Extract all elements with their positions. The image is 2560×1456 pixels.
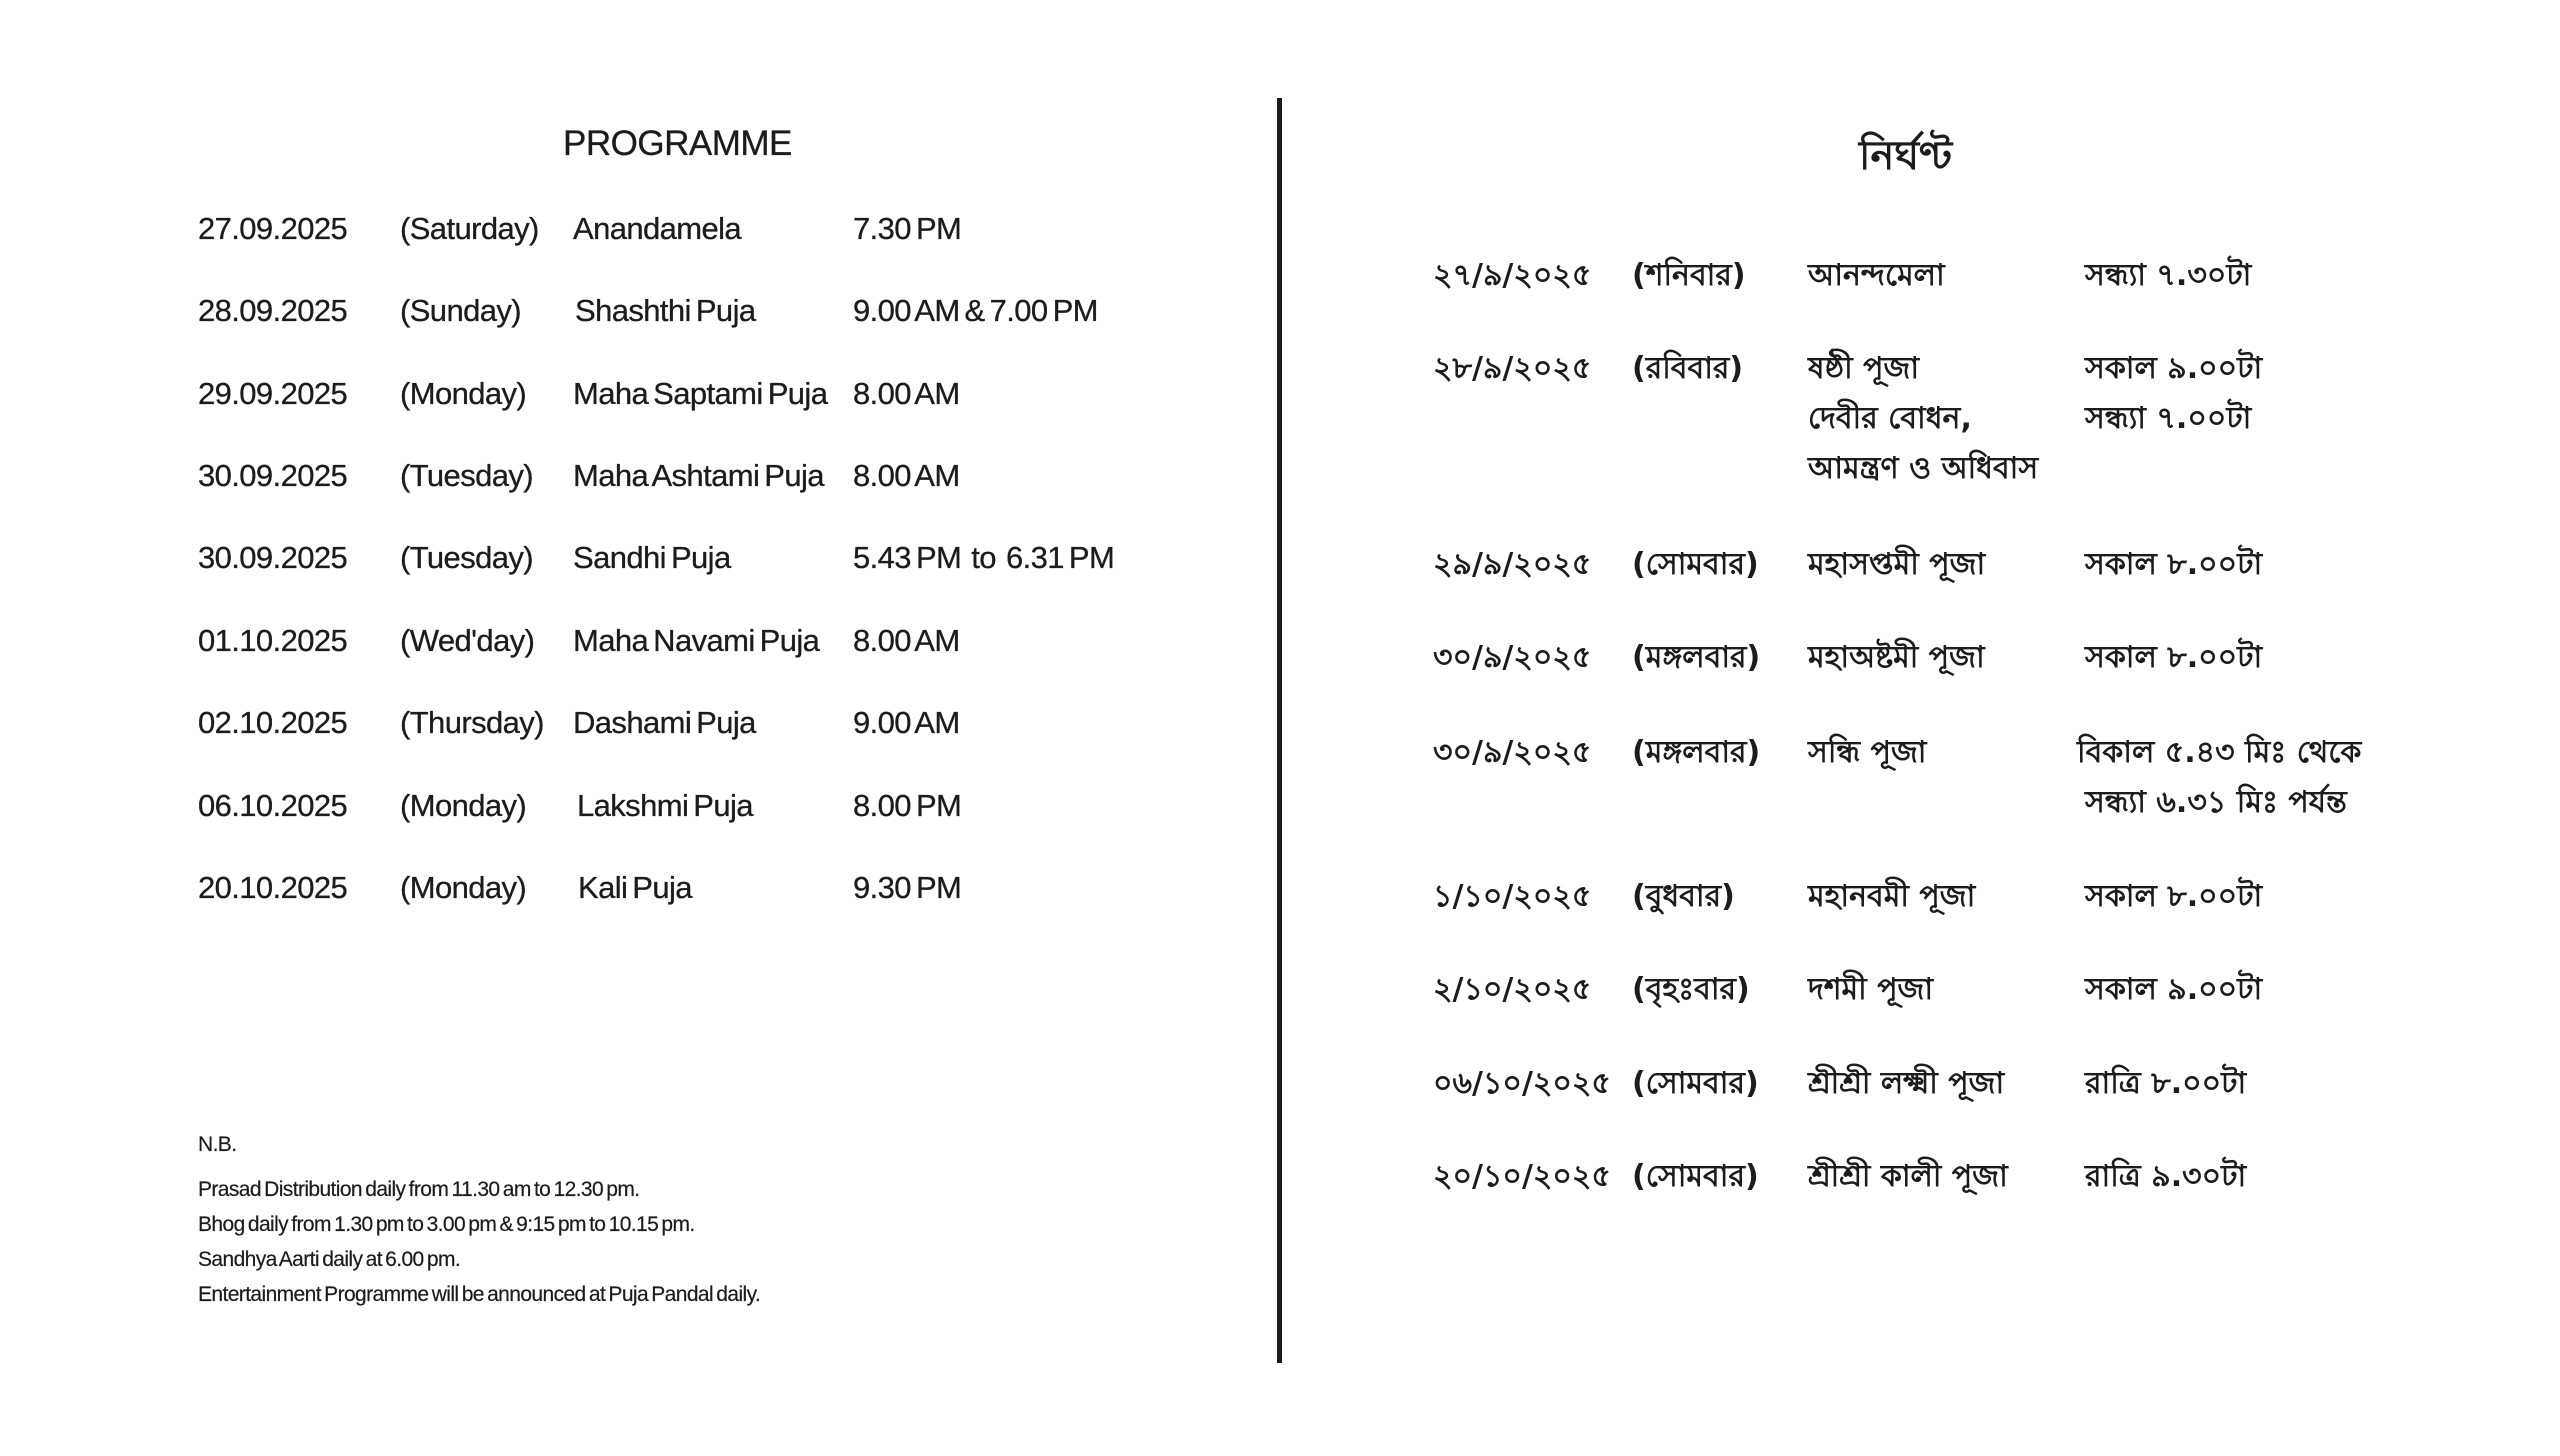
programme-row — [0, 621, 1278, 661]
row-date: 29.09.2025 — [198, 376, 348, 411]
row-time — [2085, 344, 2262, 444]
row-day: (Thursday) — [400, 705, 544, 740]
row-time: 5.43 PM to 6.31 PM — [853, 540, 1115, 575]
row-event: Maha Ashtami Puja — [573, 458, 824, 493]
row-date: ২/১০/২০২৫ — [1433, 972, 1592, 1007]
row-event — [1808, 965, 1933, 1015]
event-line: ষষ্ঠী পূজা — [1808, 351, 1920, 386]
row-day: (Wed'day) — [400, 623, 535, 658]
row-day: (Monday) — [400, 870, 527, 905]
row-day: (বুধবার) — [1632, 879, 1735, 914]
row-event — [1808, 251, 1945, 301]
row-event: Maha Navami Puja — [573, 623, 820, 658]
row-time — [2085, 633, 2262, 683]
row-date: ৩০/৯/২০২৫ — [1433, 640, 1592, 675]
row-time — [2085, 965, 2262, 1015]
event-line: দেবীর বোধন, — [1808, 401, 1972, 436]
english-programme-panel — [0, 0, 1278, 1456]
row-event — [1808, 540, 1985, 590]
programme-row — [0, 703, 1278, 743]
note-prasad: Prasad Distribution daily from 11.30 am to 12.30 pm. — [198, 1178, 640, 1201]
event-line: আমন্ত্রণ ও অধিবাস — [1808, 451, 2039, 486]
row-time — [2077, 728, 2361, 828]
row-event — [1808, 1059, 2004, 1109]
row-date: ২৭/৯/২০২৫ — [1433, 258, 1592, 293]
row-date: ২০/১০/২০২৫ — [1433, 1159, 1611, 1194]
row-event: Dashami Puja — [573, 705, 756, 740]
row-time — [2085, 251, 2251, 301]
row-event — [1808, 1152, 2008, 1202]
row-time: 9.00 AM & 7.00 PM — [853, 293, 1098, 328]
programme-row — [0, 374, 1278, 414]
row-time: 7.30 PM — [853, 211, 962, 246]
row-day: (Saturday) — [400, 211, 539, 246]
programme-row — [0, 786, 1278, 826]
row-event — [1808, 728, 1927, 778]
row-day: (Tuesday) — [400, 458, 533, 493]
programme-row — [0, 538, 1278, 578]
event-line: মহাসপ্তমী পূজা — [1808, 547, 1986, 582]
event-line: আনন্দমেলা — [1808, 258, 1945, 293]
programme-row — [0, 456, 1278, 496]
time-line: রাত্রি ৯.৩০টা — [2085, 1159, 2247, 1194]
time-line: রাত্রি ৮.০০টা — [2085, 1066, 2247, 1101]
row-event — [1808, 872, 1975, 922]
time-line: সকাল ৮.০০টা — [2085, 640, 2263, 675]
row-time: 8.00 AM — [853, 376, 960, 411]
event-line: শ্রীশ্রী কালী পূজা — [1808, 1159, 2008, 1194]
time-line: সকাল ৯.০০টা — [2085, 972, 2263, 1007]
event-line: শ্রীশ্রী লক্ষ্মী পূজা — [1808, 1066, 2005, 1101]
event-line: মহানবমী পূজা — [1808, 879, 1976, 914]
note-aarti: Sandhya Aarti daily at 6.00 pm. — [198, 1248, 461, 1271]
row-day: (Tuesday) — [400, 540, 533, 575]
row-time — [2085, 1152, 2246, 1202]
note-entertainment: Entertainment Programme will be announced at Puja Pandal daily. — [198, 1283, 761, 1306]
row-day: (সোমবার) — [1632, 1066, 1759, 1101]
row-date: ২৮/৯/২০২৫ — [1433, 351, 1592, 386]
row-day: (Sunday) — [400, 293, 521, 328]
row-time: 9.30 PM — [853, 870, 962, 905]
row-day: (শনিবার) — [1632, 258, 1746, 293]
row-time: 8.00 AM — [853, 458, 960, 493]
row-time: 8.00 AM — [853, 623, 960, 658]
bengali-title: নির্ঘণ্ট — [1859, 133, 1953, 179]
row-date: ২৯/৯/২০২৫ — [1433, 547, 1592, 582]
row-date: ৩০/৯/২০২৫ — [1433, 735, 1592, 770]
event-line: মহাঅষ্টমী পূজা — [1808, 640, 1985, 675]
time-line: সকাল ৮.০০টা — [2085, 879, 2263, 914]
row-event: Anandamela — [573, 211, 742, 246]
time-line: সন্ধ্যা ৭.০০টা — [2085, 401, 2252, 436]
time-line: সকাল ৯.০০টা — [2085, 351, 2263, 386]
row-date: 28.09.2025 — [198, 293, 348, 328]
row-day: (Monday) — [400, 376, 527, 411]
programme-row — [0, 868, 1278, 908]
row-time — [2085, 1059, 2246, 1109]
notes-heading: N.B. — [198, 1133, 237, 1156]
row-date: 27.09.2025 — [198, 211, 348, 246]
time-line: বিকাল ৫.৪৩ মিঃ থেকে — [2077, 735, 2362, 770]
center-divider — [1277, 98, 1282, 1363]
row-date: 30.09.2025 — [198, 458, 348, 493]
notes-section — [198, 1130, 760, 1312]
row-day: (বৃহঃবার) — [1632, 972, 1750, 1007]
event-line: সন্ধি পূজা — [1808, 735, 1927, 770]
programme-title: PROGRAMME — [563, 124, 792, 163]
row-day: (মঙ্গলবার) — [1632, 735, 1761, 770]
row-day: (Monday) — [400, 788, 527, 823]
row-day: (সোমবার) — [1632, 547, 1759, 582]
row-date: 02.10.2025 — [198, 705, 348, 740]
row-time — [2085, 872, 2262, 922]
row-event: Maha Saptami Puja — [573, 376, 828, 411]
row-time — [2085, 540, 2262, 590]
time-line: সকাল ৮.০০টা — [2085, 547, 2263, 582]
note-bhog: Bhog daily from 1.30 pm to 3.00 pm & 9:15 pm to 10.15 pm. — [198, 1213, 695, 1236]
row-date: ১/১০/২০২৫ — [1433, 879, 1592, 914]
row-date: 01.10.2025 — [198, 623, 348, 658]
row-event — [1808, 344, 2038, 494]
row-event: Kali Puja — [578, 870, 692, 905]
programme-row — [0, 209, 1278, 249]
row-event: Lakshmi Puja — [577, 788, 753, 823]
row-event — [1808, 633, 1985, 683]
row-event: Sandhi Puja — [573, 540, 731, 575]
row-day: (মঙ্গলবার) — [1632, 640, 1761, 675]
time-line: সন্ধ্যা ৭.৩০টা — [2085, 258, 2252, 293]
row-day: (রবিবার) — [1632, 351, 1744, 386]
row-day: (সোমবার) — [1632, 1159, 1759, 1194]
row-date: 20.10.2025 — [198, 870, 348, 905]
row-date: 30.09.2025 — [198, 540, 348, 575]
row-event: Shashthi Puja — [575, 293, 756, 328]
row-date: 06.10.2025 — [198, 788, 348, 823]
row-time: 8.00 PM — [853, 788, 962, 823]
programme-row — [0, 291, 1278, 331]
row-date: ০৬/১০/২০২৫ — [1433, 1066, 1611, 1101]
row-time: 9.00 AM — [853, 705, 960, 740]
event-line: দশমী পূজা — [1808, 972, 1934, 1007]
time-line: সন্ধ্যা ৬.৩১ মিঃ পর্যন্ত — [2085, 785, 2347, 820]
